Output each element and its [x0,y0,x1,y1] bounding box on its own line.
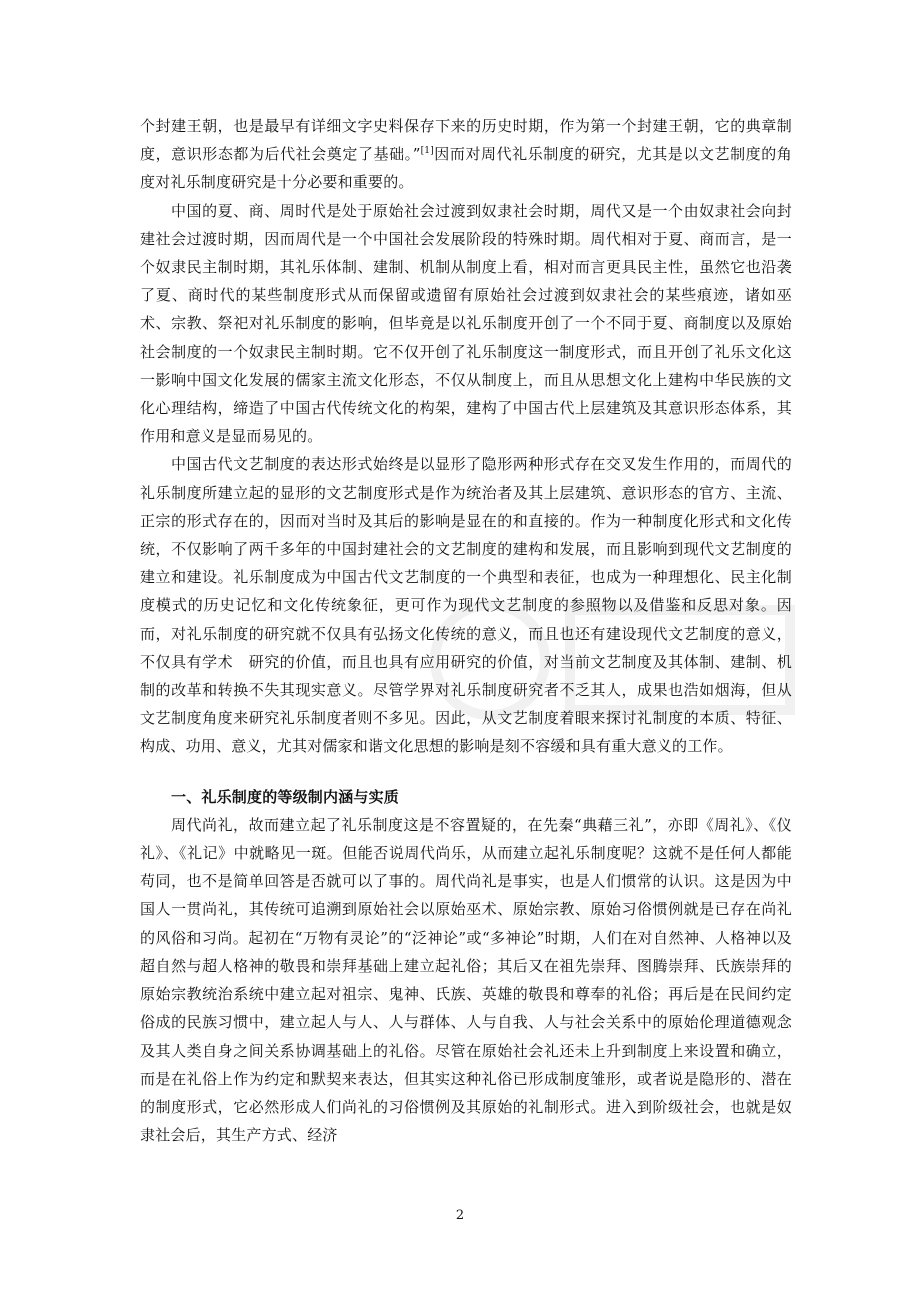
document-body [140,112,792,1149]
paragraph-continued [140,112,792,197]
paragraph-text: 个封建王朝，也是最早有详细文字史料保存下来的历史时期，作为第一个封建王朝，它的典章制度，意识形态都为后代社会奠定了基础。” [140,117,792,164]
citation-marker[interactable]: [1] [420,146,434,157]
paragraph: 周代尚礼，故而建立起了礼乐制度这是不容置疑的，在先秦“典藉三礼”，亦即《周礼》、《仪礼》、《礼记》中就略见一斑。但能否说周代尚乐，从而建立起礼乐制度呢？这就不是任何人都能苟同，也不是简单回答是否就可以了事的。周代尚礼是事实，也是人们惯常的认识。这是因为中国人一贯尚礼，其传统可追溯到原始社会以原始巫术、原始宗教、原始习俗惯例就是已存在尚礼的风俗和习尚。起初在“万物有灵论”的“泛神论”或“多神论”时期，人们在对自然神、人格神以及超自然与超人格神的敬畏和崇拜基础上建立起礼俗；其后又在祖先崇拜、图腾崇拜、氏族崇拜的原始宗教统治系统中建立起对祖宗、鬼神、氏族、英雄的敬畏和尊奉的礼俗；再后是在民间约定俗成的民族习惯中，建立起人与人、人与群体、人与自我、人与社会关系中的原始伦理道德观念及其人类自身之间关系协调基础上的礼俗。尽管在原始社会礼还未上升到制度上来设置和确立，而是在礼俗上作为约定和默契来表达，但其实这种礼俗已形成制度雏形，或者说是隐形的、潜在的制度形式，它必然形成人们尚礼的习俗惯例及其原始的礼制形式。进入到阶级社会，也就是奴隶社会后，其生产方式、经济 [140,815,792,1145]
paragraph: 中国古代文艺制度的表达形式始终是以显形了隐形两种形式存在交叉发生作用的，而周代的礼乐制度所建立起的显形的文艺制度形式是作为统治者及其上层建筑、意识形态的官方、主流、正宗的形式存在的，因而对当时及其后的影响是显在的和直接的。作为一种制度化形式和文化传统，不仅影响了两千多年的中国封建社会的文艺制度的建构和发展，而且影响到现代文艺制度的建立和建设。礼乐制度成为中国古代文艺制度的一个典型和表征，也成为一种理想化、民主化制度模式的历史记忆和文化传统象征，更可作为现代文艺制度的参照物以及借鉴和反思对象。因而，对礼乐制度的研究就不仅具有弘扬文化传统的意义，而且也还有建设现代文艺制度的意义，不仅具有学术 研究的价值，而且也具有应用研究的价值，对当前文艺制度及其体制、建制、机制的改革和转换不失其现实意义。尽管学界对礼乐制度研究者不乏其人，成果也浩如烟海，但从文艺制度角度来研究礼乐制度者则不多见。因此，从文艺制度着眼来探讨礼制度的本质、特征、构成、功用、意义，尤其对儒家和谐文化思想的影响是刻不容缓和具有重大意义的工作。 [140,455,792,756]
page-number: 2 [455,1208,465,1223]
section-heading: 一、礼乐制度的等级制内涵与实质 [171,787,400,806]
paragraph: 中国的夏、商、周时代是处于原始社会过渡到奴隶社会时期，周代又是一个由奴隶社会向封建社会过渡时期，因而周代是一个中国社会发展阶段的特殊时期。周代相对于夏、商而言，是一个奴隶民主制时期，其礼乐体制、建制、机制从制度上看，相对而言更具民主性，虽然它也沿袭了夏、商时代的某些制度形式从而保留或遗留有原始社会过渡到奴隶社会的某些痕迹，诸如巫术、宗教、祭祀对礼乐制度的影响，但毕竟是以礼乐制度开创了一个不同于夏、商制度以及原始社会制度的一个奴隶民主制时期。它不仅开创了礼乐制度这一制度形式，而且开创了礼乐文化这一影响中国文化发展的儒家主流文化形态，不仅从制度上，而且从思想文化上建构中华民族的文化心理结构，缔造了中国古代传统文化的构架，建构了中国古代上层建筑及其意识形态体系，其作用和意义是显而易见的。 [140,201,792,446]
paragraph-text: 因而对周代礼乐制度的研究，尤其是以文艺制度的角度对礼乐制度研究是十分必要和重要的。 [140,145,792,192]
